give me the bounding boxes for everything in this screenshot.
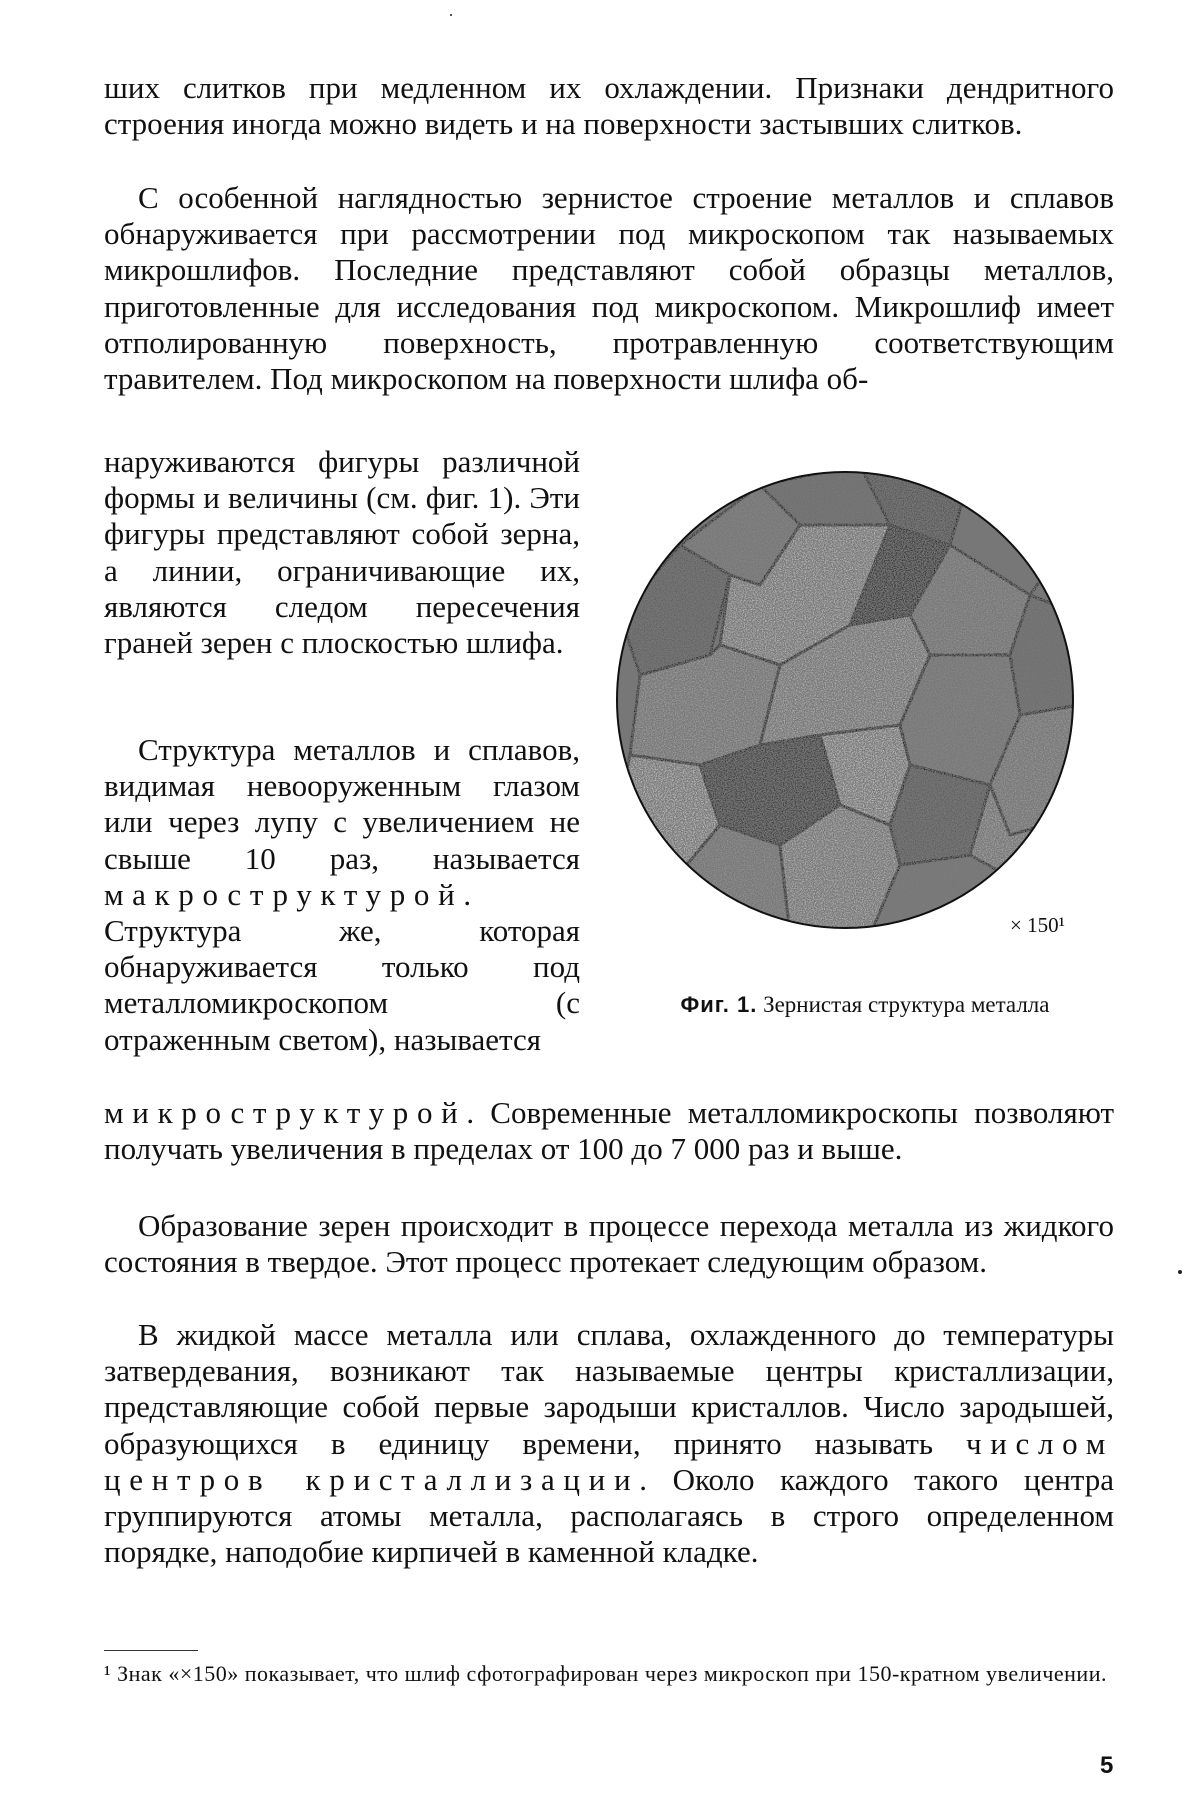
page-number: 5 xyxy=(1100,1752,1114,1779)
p6-text-a: В жидкой массе металла или сплава, охлажденного до температуры затвердевания, возникают так называемые центры кристаллизации, представляющие собой первые зародыши кристаллов. Число зародышей, образующихся в единицу времени, принято называть xyxy=(104,1317,1114,1461)
paragraph-microstructure xyxy=(104,1095,1114,1167)
term-crystallization-centers: числом центров кристаллизации xyxy=(104,1425,1114,1497)
p6-text-c: . Около каждого такого центра группируются атомы металла, располагаясь в строго определенном порядке, наподобие кирпичей в каменной кладке. xyxy=(104,1461,1114,1570)
micrograph-image xyxy=(610,465,1080,935)
p3-text-a: Структура металлов и сплавов, видимая невооруженным глазом или через лупу с увеличением не свыше 10 раз, называется xyxy=(104,732,580,876)
figure-caption-text: Зернистая структура металла xyxy=(763,992,1050,1017)
footnote: ¹ Знак «×150» показывает, что шлиф сфотографирован через микроскоп при 150-кратном увеличении. xyxy=(104,1661,1107,1686)
paragraph-microsections: С особенной наглядностью зернистое строение металлов и сплавов обнаруживается при рассмотрении под микроскопом так называемых микрошлифов. Последние представляют собой образцы металлов, приготовленные для исследования под микроскопом. Микрошлиф имеет отполированную поверхность, протравленную соответствующим травителем. Под микроскопом на поверхности шлифа об- xyxy=(104,180,1114,397)
p4-text-b: . Современные металломикроскопы позволяют получать увеличения в пределах от 100 до 7 000 раз и выше. xyxy=(104,1095,1114,1167)
paragraph-macrostructure xyxy=(104,732,580,1058)
term-macrostructure: макроструктурой xyxy=(104,876,464,912)
paragraph-grains: наруживаются фигуры различной формы и величины (см. фиг. 1). Эти фигуры представляют собой зерна, а линии, ограничивающие их, являются следом пересечения граней зерен с плоскостью шлифа. xyxy=(104,444,580,661)
term-microstructure: микроструктурой xyxy=(104,1095,467,1130)
speck-dot xyxy=(1178,1270,1182,1274)
footnote-rule xyxy=(104,1650,198,1651)
paragraph-grain-formation: Образование зерен происходит в процессе перехода металла из жидкого состояния в твердое. Этот процесс протекает следующим образом. xyxy=(104,1208,1114,1280)
figure-caption-label: Фиг. 1. xyxy=(680,992,758,1017)
p3-text-c: . Структура же, которая обнаруживается только под металломикроскопом (с отраженным светом), называется xyxy=(104,876,580,1057)
speck-dot xyxy=(450,14,452,16)
paragraph-continuation: ших слитков при медленном их охлаждении. Признаки дендритного строения иногда можно видеть и на поверхности застывших слитков. xyxy=(104,70,1114,142)
figure-caption xyxy=(640,990,1090,1019)
figure-1 xyxy=(610,465,1080,955)
paragraph-crystallization-centers xyxy=(104,1317,1114,1570)
magnification-label: × 150¹ xyxy=(1010,913,1065,937)
